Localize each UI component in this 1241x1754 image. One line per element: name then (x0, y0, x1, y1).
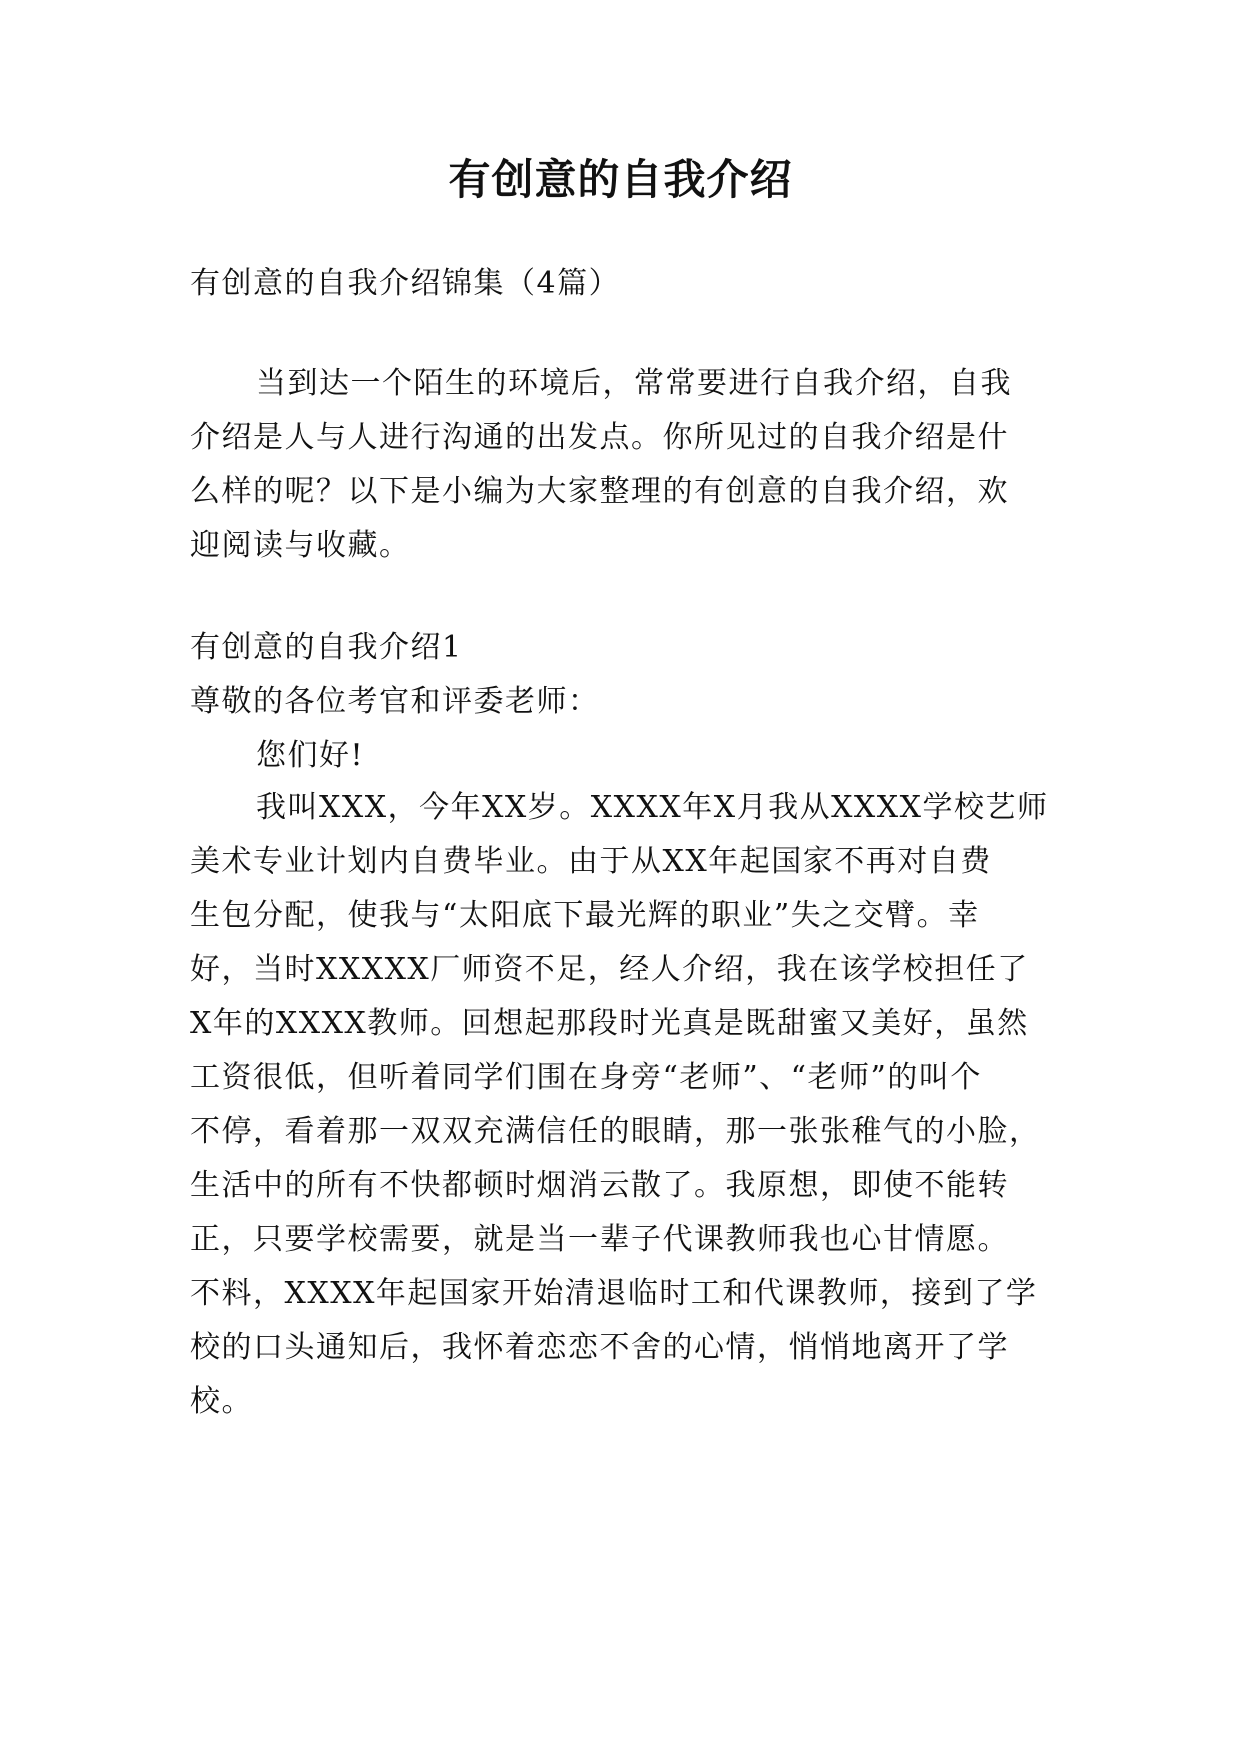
body-line: 工资很低，但听着同学们围在身旁“老师”、“老师”的叫个 (190, 1060, 982, 1095)
body-line: X年的XXXX教师。回想起那段时光真是既甜蜜又美好，虽然 (190, 1006, 1029, 1041)
intro-line: 当到达一个陌生的环境后，常常要进行自我介绍，自我 (256, 366, 1012, 401)
body-line: 校。 (190, 1384, 253, 1419)
body-line: 不停，看着那一双双充满信任的眼睛，那一张张稚气的小脸， (190, 1114, 1041, 1149)
body-line: 我叫XXX，今年XX岁。XXXX年X月我从XXXX学校艺师 (256, 790, 1049, 825)
body-line: 好，当时XXXXX厂师资不足，经人介绍，我在该学校担任了 (190, 952, 1029, 987)
intro-line: 介绍是人与人进行沟通的出发点。你所见过的自我介绍是什 (190, 420, 1009, 455)
body-line: 校的口头通知后，我怀着恋恋不舍的心情，悄悄地离开了学 (190, 1330, 1009, 1365)
document-subtitle: 有创意的自我介绍锦集（4篇） (190, 266, 621, 301)
salutation: 尊敬的各位考官和评委老师： (190, 684, 600, 719)
section-heading: 有创意的自我介绍1 (190, 630, 463, 665)
document-title: 有创意的自我介绍 (448, 155, 793, 204)
body-line: 美术专业计划内自费毕业。由于从XX年起国家不再对自费 (190, 844, 992, 879)
intro-line: 迎阅读与收藏。 (190, 528, 411, 563)
greeting: 您们好! (256, 738, 365, 773)
body-line: 正，只要学校需要，就是当一辈子代课教师我也心甘情愿。 (190, 1222, 1009, 1257)
body-line: 生包分配，使我与“太阳底下最光辉的职业”失之交臂。幸 (190, 898, 980, 933)
body-line: 生活中的所有不快都顿时烟消云散了。我原想，即使不能转 (190, 1168, 1009, 1203)
intro-line: 么样的呢？以下是小编为大家整理的有创意的自我介绍，欢 (190, 474, 1009, 509)
body-line: 不料，XXXX年起国家开始清退临时工和代课教师，接到了学 (190, 1276, 1038, 1311)
